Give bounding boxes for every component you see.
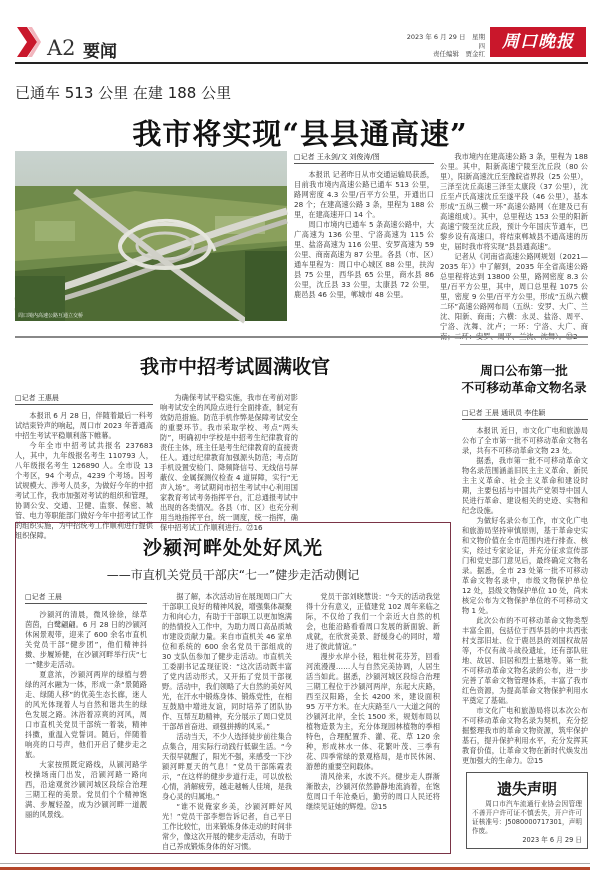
exam-paragraph: 为确保考试平稳实施，我市在考前对影响考试安全的风险点进行全面排查，制定有效防范措施。防范手机作弊是保障考试安全的重要环节。我市采取学校、考点“两头防”，明确初中学校是中招考生纪律教育的责任主体，班主任是考生纪律教育的直接责任人。通过纪律教育加强源头防范；考点防手机设置安检门、降频降信号、无线信号屏蔽仪、金属探测仪检查 4 道屏障，实行“无声入场”。考试期间市招生考试中心利用国家教育考试考务指挥平台，汇总通报考试中出现的各类情况。各县（市、区）也充分利用当地指挥平台，统一调度，统一指挥，确保中招考试工作顺利进行。㉒16 (160, 393, 298, 532)
lead-paragraph: 记者从《河南省高速公路网规划（2021—2035 年）》中了解到，2035 年全省高速公路总里程将达到 13800 公里，路网密度 8.3 公里/百平方公里，其中，周口总里程 1075 公里，密度 9 公里/百平方公里，形成“五纵六横二环”高速公路网布局（五纵：安罗、大广、兰沈、阳新、商南；六横：永灵、盐洛、周平、宁洛、沈舞、沈卢；一环：宁洛、大广、商 (440, 252, 588, 331)
walk-paragraph: 漫步水岸小径，粗壮树花芬芳，回看河流漫漫……人与自然完美协调，人居生活当如此。据悉，沙颍河城区段综合治理三期工程位于沙颍河两岸，东起大庆路，西至汉阳路，全长 4200 米，建设面积 95 万平方米。在大庆路至八一大道之间的沙颍河北岸，全长 1500 米，规划布局以植物造景为主，充分体现园林植物的季相特色，合理配置乔、灌、花、草 120 余种，形成林水一体、花繁叶茂、三季有花、四季常绿的景观格局，是市民休闲、游憩的重要空间载体。 (306, 652, 440, 771)
walk-paragraph: 沙颍河的清晨，微风徐徐，绿草茵茵，白鹭翩翩。6 月 28 日的沙颍河休闲景观带，迎来了 600 余名市直机关党员干部“健步团”，他们精神抖擞、步履矫健，在沙颍河畔举行庆“七一”健步走活动。 (25, 610, 147, 669)
exam-headline: 我市中招考试圆满收官 (139, 356, 330, 378)
relics-column (462, 408, 588, 773)
walk-column-3 (306, 592, 440, 847)
relics-paragraph: 为做好名录公布工作，市文化广电和旅游局坚持审慎原则，基于革命史实和文物价值在全市范围内进行排查、核实，经过专家论证，并充分征求宣传部门和党史部门意见后，最终确定文物名录。据悉，全市 23 处第一批不可移动革命文物名录中，市级文物保护单位 12 处，县级文物保护单位 10 处，尚未核定公布为文物保护单位的不可移动文物 1 处。 (462, 516, 588, 615)
lead-paragraph: 周口市境内已通车 5 条高速公路中，大广高速为 136 公里、宁洛高速为 115 公里、盐洛高速为 116 公里、安罗高速为 59 公里、商南高速为 87 公里。各县（市、区）通车里程为：周口中心城区 88 公里，扶沟县 75 公里，西华县 65 公里，商水县 86 公里，沈丘县 33 公里，太康县 72 公里，鹿邑县 46 公里，郸城市 48 公里。 (294, 220, 434, 299)
relics-divider (460, 344, 588, 345)
exam-paragraph: 本报讯 6 月 28 日，伴随着最后一科考试结束铃声的响起，周口市 2023 年普通高中招生考试平稳顺利落下帷幕。 (15, 411, 153, 440)
issue-date: 2023 年 6 月 29 日 星期四 (406, 33, 485, 50)
walk-column-1 (25, 592, 147, 847)
footer-thin-rule (0, 863, 590, 864)
page-number: A2 (47, 36, 76, 60)
walk-paragraph: 清风徐来，水波不兴。健步走人群渐渐散去，沙颍河依然静静地流淌着，在饱览周口千年沧桑后，勤劳的周口人民还将继续见证她的辉煌。㉒15 (306, 772, 440, 811)
relics-paragraph: 市文化广电和旅游局将以本次公布不可移动革命文物名录为契机，充分挖掘整理我市的革命文物资源，筑牢保护基石，提升保护利用水平，充分发挥其教育价值，让革命文物在新时代焕发出更加强大的生命力。㉒15 (462, 706, 588, 765)
exam-column-2 (160, 393, 298, 532)
lead-column-2 (440, 152, 588, 330)
footer-red-rule (0, 867, 590, 870)
photo-caption: 周口境内高速公路互通立交桥 (18, 313, 84, 319)
walk-column-2 (162, 592, 292, 851)
walk-paragraph: 活动当天，不少人选择徒步前往集合点集合，用实际行动践行低碳生活。“今天很早就醒了，阳光不强，来感受一下沙颍河畔夏天的气息！”党员干部陈霞表示，“在这样的健步步道行走，可以放松心情，消解疲劳，越走越畅人佳境，是我身心灵的归属地。” (162, 732, 292, 801)
walk-paragraph: 据了解，本次活动旨在展现周口广大干部职工良好的精神风貌，增强集体凝聚力和向心力，有助于干部职工以更加饱满的热情投入工作中，为助力周口高品质城市建设贡献力量。来自市直机关 46 家单位和系统的 600 余名党员干部组成的 30 支队伍参加了健步走活动。市直机关工委副书记孟现征说：“这次活动既丰富了党内活动形式，又开拓了党员干部视野。活动中，我们领略了大自然的美好风光，在汗水中锻炼身体、锻炼党性，在相互鼓励中增进友谊，同时培养了团队协作、互帮互助精神，充分展示了周口党员干部昂首奋进、顽强拼搏的风采。” (162, 592, 292, 731)
walk-byline: □记者 王晨 (25, 592, 147, 604)
relics-paragraph: 本报讯 近日，市文化广电和旅游局公布了全市第一批不可移动革命文物名录，共有不可移动革命文物 23 处。 (462, 426, 588, 455)
exam-column-1 (15, 393, 153, 540)
lead-subhead: 已通车 513 公里 在建 188 公里 (15, 84, 232, 102)
lead-paragraph: 我市境内在建高速公路 3 条，里程为 188 公里。其中，阳新高速宁陵至沈丘段（80 公里），阳新高速沈丘至豫皖省界段（25 公里），三泽至沈丘高速三泽至太康段（37 公里），沈丘至卢氏高速沈丘至遂平段（46 公里），基本形成“五纵三横一环”高速公路网（在建及已有高速组成）。其中，总里程达 153 公里的阳新高速宁陵至沈丘段，预计今年国庆节通车，巴黎乡设有高速口，将结束郸城县不通高速的历史，届时我市将实现“县县通高速”。 (440, 152, 588, 251)
relics-paragraph: 据悉，我市第一批不可移动革命文物名录范围涵盖旧民主主义革命、新民主主义革命、社会主义革命和建设时期，主要包括与中国共产党领导中国人民进行革命、建设相关的史迹、实物和纪念设施。 (462, 456, 588, 515)
relics-headline (458, 362, 590, 396)
lost-notice-date: 2023 年 6 月 29 日 (522, 836, 582, 844)
walk-paragraph: “谁不说俺家乡美，沙颍河畔好风光！”党员干部李想告诉记者，自己平日工作比较忙，出来锻炼身体走动的时间非常少，像这次开展的健步走活动，有助于自己养成锻炼身体的好习惯。 (162, 802, 292, 851)
lead-column-1 (294, 152, 434, 300)
relics-byline: □记者 王晨 通讯员 李佳颖 (462, 408, 588, 420)
exam-column-3 (305, 393, 443, 505)
lost-notice-body (472, 800, 582, 845)
relics-headline-line1: 周口公布第一批 (480, 363, 568, 378)
lost-notice-text: 周口市汽车流通行业协会因管理不善开户许可证不慎丢失，开户许可证核准号：J5080000717301，声明作废。 (472, 800, 582, 835)
editor-credit: 责任编辑 贾金红 (433, 50, 485, 58)
lead-headline: 我市将实现“县县通高速” (132, 117, 468, 151)
lead-byline: □记者 王永剑/文 刘俊涛/图 (294, 152, 434, 164)
lead-paragraph: 本报讯 记者昨日从市交通运输局获悉，目前我市境内高速公路已通车 513 公里，路网密度 4.3 公里/百平方公里，开通出口 28 个；在建高速公路 3 条，里程为 188 公里，在建高速开口 14 个。 (294, 170, 434, 219)
lost-notice-title: 遗失声明 (496, 780, 557, 798)
masthead-rule (15, 62, 588, 64)
relics-paragraph: 此次公布的不可移动革命文物类型丰富全面，包括位于西华县的中共西张村支部旧址、位于鹿邑县的刘国权故居等，不仅有战斗战役遗址，还有部队驻地、故居、旧居和烈士墓地等。第一批不可移动革命文物名录的公布，进一步完善了革命文物管理体系，丰富了我市红色资源，为提高革命文物保护利用水平奠定了基础。 (462, 616, 588, 705)
highway-interchange-photo (15, 151, 287, 321)
walk-paragraph: 党员干部刘晓慧说：“今天的活动我觉得十分有意义，正值建党 102 周年来临之际，不仅给了我们一个亲近大自然的机会，也能沿路看看周口发展的新面貌、新成就，在欣赏美景、舒缓身心的同时，增进了彼此情谊。” (306, 592, 440, 651)
walk-paragraph: 大家按照既定路线，从颍河路学校操场南门出发，沿颍河路一路向西，沿途观赏沙颍河城区段综合治理三期工程的美景。党员们个个精神饱满、步履轻盈，成为沙颍河畔一道靓丽的风景线。 (25, 760, 147, 819)
walk-paragraph: 夏意浓，沙颍河两岸的绿植与碧绿的河水融为一体，形成一条“景随路走、绿随人移”的优美生态长廊，迷人的风光体现着人与自然和谐共生的绿色发展之路。沐浴着凉爽的河风，周口市直机关党员干部统一着装，精神抖擞，重温入党誓词。随后，伴随着响亮的口号声，他们开启了健步走之旅。 (25, 670, 147, 759)
walk-headline: 沙颍河畔处处好风光 (142, 537, 323, 559)
exam-paragraph: 今年全市中招考试共报名 237683 人，其中，九年级报名考生 110793 人，八年级报名考生 126890 人。全市设 13 个考区，94 个考点，4239 个考场。因考试规模大、涉考人员多，为做好今年的中招考试工作，我市加强对考试的组织和管理，协调公安、交通、卫健、监察、保密、城管、电力等职能部门做好今年中招考试工作的组织实施，为中招统考工作顺利进行提供组织保障。 (15, 441, 153, 540)
exam-byline: □记者 王惠晨 (15, 393, 153, 405)
lead-column-1-tail (294, 296, 434, 316)
walk-subheadline: ——市直机关党员干部庆“七一”健步走活动侧记 (106, 568, 360, 582)
relics-headline-line2: 不可移动革命文物名录 (461, 380, 587, 395)
section-title: 要闻 (83, 42, 117, 62)
section-divider (15, 336, 588, 338)
newspaper-logo: 周口晚报 (490, 27, 586, 57)
